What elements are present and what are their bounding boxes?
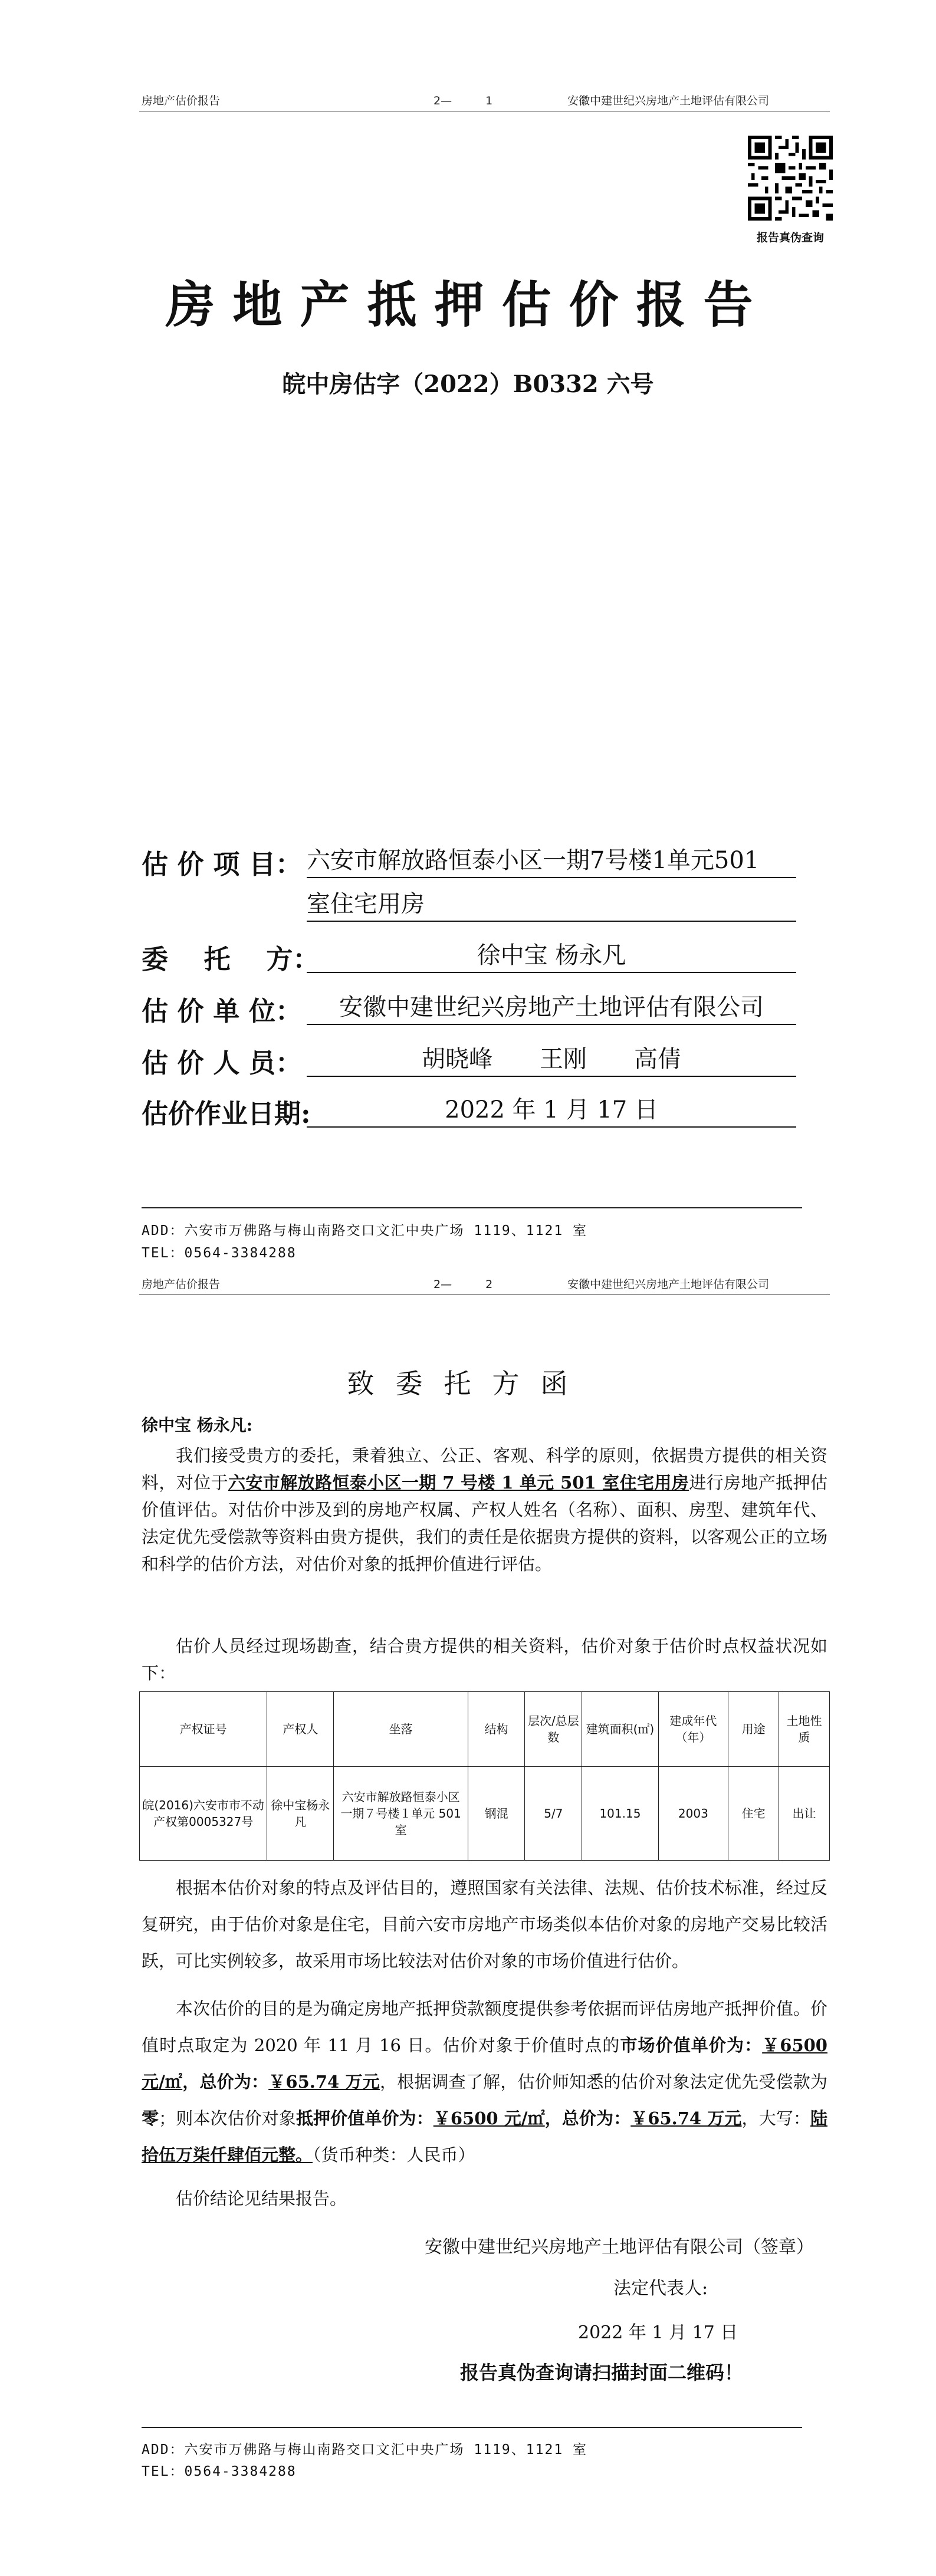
market-unit-price: ￥6500 元/㎡ — [142, 2035, 827, 2092]
paragraph-method: 根据本估价对象的特点及评估目的，遵照国家有关法律、法规、估价技术标准，经过反复研究，由于估价对象是住宅，目前六安市房地产市场类似本估价对象的房地产交易比较活跃，可比实例较多，故采用市场比较法对估价对象的市场价值进行估价。 — [142, 1878, 827, 1971]
property-address: 六安市解放路恒泰小区一期 7 号楼 1 单元 501 室住宅用房 — [228, 1473, 689, 1493]
info-value: 2022 年 1 月 17 日 — [307, 1093, 796, 1128]
table-header: 建成年代（年） — [658, 1692, 728, 1767]
market-unit-label: 市场价值单价为： — [620, 2035, 763, 2055]
para4-text: ，大写： — [741, 2108, 810, 2128]
mortgage-total-price: ￥65.74 万元 — [630, 2108, 742, 2128]
table-cell: 2003 — [658, 1767, 728, 1861]
para1-text-cont: 进行房地产抵押估价值评估。对估价中涉及到的房地产权属、产权人姓名（名称）、面积、房型、建筑年代、法定优先受偿款等资料由贵方提供，我们的责任是依据贵方提供的资料，以客观公正的立场和科学的估价方法，对估价对象的抵押价值进行评估。 — [142, 1473, 827, 1574]
table-cell: 住宅 — [728, 1767, 779, 1861]
info-value-cont: 室住宅用房 — [307, 888, 796, 922]
page2-header-page: 2— 2 — [433, 1278, 493, 1291]
signature-company: 安徽中建世纪兴房地产土地评估有限公司（签章） — [425, 2237, 814, 2258]
table-row — [140, 1767, 830, 1861]
letter-title: 致委托方函 — [347, 1368, 589, 1399]
table-header: 用途 — [728, 1692, 779, 1767]
page1-footer-address: ADD：六安市万佛路与梅山南路交口文汇中央广场 1119、1121 室 — [142, 1223, 588, 1238]
paragraph-inspection: 估价人员经过现场勘查，结合贵方提供的相关资料，估价对象于估价时点权益状况如下： — [142, 1636, 827, 1683]
page1-header-page: 2— 1 — [433, 94, 493, 107]
table-header: 建筑面积(㎡) — [582, 1692, 658, 1767]
table-cell: 徐中宝杨永凡 — [267, 1767, 334, 1861]
market-total-price: ￥65.74 万元 — [268, 2072, 380, 2092]
qr-caption: 报告真伪查询 — [756, 231, 824, 244]
page1-header-company: 安徽中建世纪兴房地产土地评估有限公司 — [567, 94, 770, 107]
info-label: 估 价 人 员： — [142, 1047, 302, 1079]
signature-date: 2022 年 1 月 17 日 — [578, 2322, 738, 2343]
page2-header-rule — [139, 1294, 830, 1295]
table-header: 层次/总层数 — [525, 1692, 582, 1767]
report-title: 房地产抵押估价报告 — [165, 275, 771, 334]
addressee: 徐中宝 杨永凡: — [142, 1415, 253, 1435]
para4-text: ；则本次估价对象 — [159, 2108, 296, 2128]
table-cell: 5/7 — [525, 1767, 582, 1861]
table-cell: 皖(2016)六安市市不动产权第0005327号 — [140, 1767, 267, 1861]
total-in-words: 陆拾伍万柒仟肆佰元整。 — [142, 2108, 827, 2165]
page2-footer-rule — [142, 2427, 802, 2428]
page2-footer-address: ADD：六安市万佛路与梅山南路交口文汇中央广场 1119、1121 室 — [142, 2442, 588, 2457]
page1-footer-tel: TEL：0564-3384288 — [142, 1246, 297, 1261]
page2-footer-tel: TEL：0564-3384288 — [142, 2464, 297, 2479]
table-header-row — [140, 1692, 830, 1767]
paragraph-engagement — [142, 1442, 827, 1578]
table-header: 土地性质 — [779, 1692, 830, 1767]
info-label: 估 价 项 目： — [142, 849, 302, 880]
signature-legal-rep: 法定代表人: — [613, 2278, 708, 2299]
table-header: 产权人 — [267, 1692, 334, 1767]
info-label: 估价作业日期: — [142, 1098, 311, 1129]
paragraph-valuation — [142, 1990, 827, 2173]
table-header: 坐落 — [334, 1692, 468, 1767]
info-value: 徐中宝 杨永凡 — [307, 939, 796, 973]
page2-header-left: 房地产估价报告 — [142, 1278, 221, 1291]
para1-text: 我们接受贵方的委托，秉着独立、公正、客观、科学的原则，依据贵方提供的相关资料，对位于 — [142, 1445, 827, 1493]
info-label: 估 价 单 位： — [142, 995, 302, 1027]
page1-footer-rule — [142, 1207, 802, 1208]
table-cell: 101.15 — [582, 1767, 658, 1861]
para4-text: 本次估价的目的是为确定房地产抵押贷款额度提供参考依据而评估房地产抵押价值。价值时点取定为 2020 年 11 月 16 日。估价对象于价值时点的 — [142, 1999, 827, 2055]
info-value: 安徽中建世纪兴房地产土地评估有限公司 — [307, 991, 796, 1025]
table-cell: 钢混 — [468, 1767, 525, 1861]
table-cell: 六安市解放路恒泰小区一期７号楼１单元 501 室 — [334, 1767, 468, 1861]
mortgage-unit-price: ￥6500 元/㎡ — [433, 2108, 545, 2128]
market-total-label: ，总价为： — [182, 2072, 269, 2092]
page2-header-company: 安徽中建世纪兴房地产土地评估有限公司 — [567, 1278, 770, 1291]
property-table — [139, 1691, 830, 1861]
table-header: 结构 — [468, 1692, 525, 1767]
verify-note: 报告真伪查询请扫描封面二维码！ — [460, 2361, 744, 2384]
qr-code — [748, 136, 833, 221]
info-value: 六安市解放路恒泰小区一期7号楼1单元501 — [307, 844, 796, 878]
mortgage-total-label: ，总价为： — [544, 2108, 631, 2128]
info-label: 委 托 方： — [142, 944, 320, 975]
priority-claim-value: 零 — [142, 2108, 159, 2128]
table-cell: 出让 — [779, 1767, 830, 1861]
mortgage-unit-label: 抵押价值单价为： — [295, 2108, 433, 2128]
paragraph-conclusion: 估价结论见结果报告。 — [176, 2189, 347, 2209]
report-number: 皖中房估字（2022）B0332 六号 — [282, 370, 654, 398]
info-value: 胡晓峰 王刚 高倩 — [307, 1043, 796, 1077]
para4-text: ，根据调查了解，估价师知悉的估价对象法定优先受偿款为 — [379, 2072, 827, 2092]
table-header: 产权证号 — [140, 1692, 267, 1767]
page1-header-left: 房地产估价报告 — [142, 94, 221, 107]
currency-note: （货币种类：人民币） — [313, 2145, 475, 2165]
